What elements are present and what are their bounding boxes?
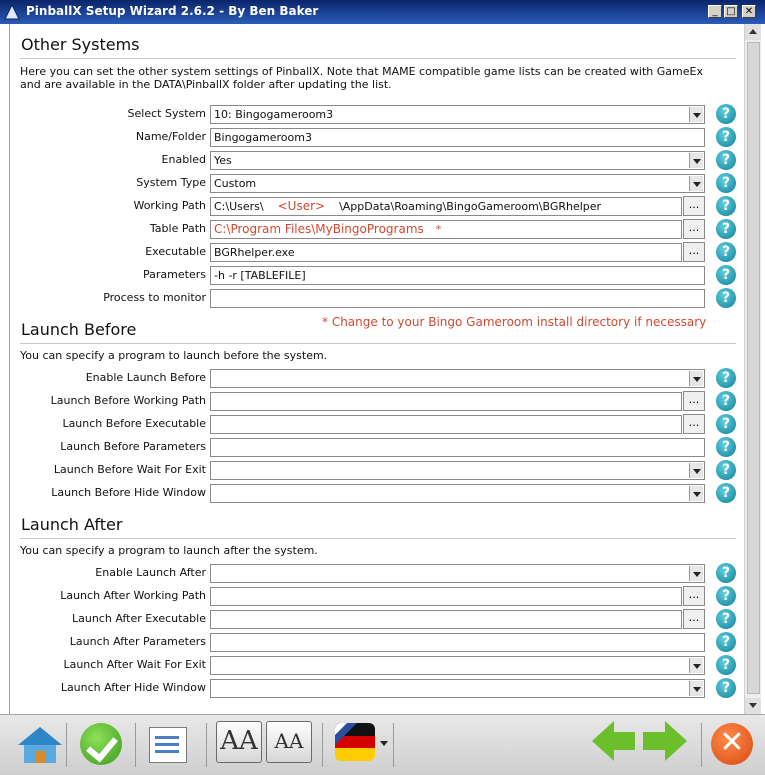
launch-after-hide-help-button[interactable]: ? — [716, 678, 736, 698]
chevron-down-icon[interactable] — [689, 566, 703, 581]
other-systems-description: Here you can set the other system settings of PinballX. Note that MAME compatible game lists can be created with GameEx and are available in the DATA\PinballX folder after updating the list. — [20, 65, 703, 91]
section-title-launch-after: Launch After — [21, 515, 123, 534]
chevron-down-icon[interactable] — [689, 107, 703, 122]
list-icon — [149, 727, 187, 763]
enable-launch-after-help-button[interactable]: ? — [716, 563, 736, 583]
select-system-value: 10: Bingogameroom3 — [214, 108, 334, 121]
working-path-input[interactable] — [210, 197, 682, 216]
name-folder-input[interactable]: Bingogameroom3 — [210, 128, 705, 147]
launch-before-description: You can specify a program to launch before the system. — [20, 349, 328, 362]
launch-before-working-path-label: Launch Before Working Path — [50, 394, 206, 407]
font-smaller-button[interactable] — [266, 721, 312, 763]
launch-after-executable-help-button[interactable]: ? — [716, 609, 736, 629]
font-larger-icon: AA — [220, 726, 258, 756]
launch-after-parameters-help-button[interactable]: ? — [716, 632, 736, 652]
forward-arrow-icon — [665, 721, 687, 761]
launch-after-executable-input[interactable] — [210, 610, 682, 629]
launch-after-working-path-browse-button[interactable]: ... — [683, 586, 705, 606]
executable-label: Executable — [145, 245, 206, 258]
minimize-button[interactable]: _ — [708, 5, 722, 18]
toolbar-separator — [701, 723, 702, 767]
section-divider — [20, 538, 736, 539]
section-divider — [20, 58, 736, 59]
toolbar-separator — [66, 723, 67, 767]
parameters-label: Parameters — [143, 268, 206, 281]
launch-before-working-path-browse-button[interactable]: ... — [683, 391, 705, 411]
enable-launch-before-label: Enable Launch Before — [85, 371, 206, 384]
working-path-label: Working Path — [133, 199, 206, 212]
table-path-value: C:\Program Files\MyBingoPrograms — [214, 222, 424, 236]
launch-after-wait-dropdown[interactable] — [210, 656, 705, 675]
save-button[interactable] — [78, 721, 126, 767]
toolbar-separator — [322, 723, 323, 767]
launch-after-hide-label: Launch After Hide Window — [60, 681, 206, 694]
process-to-monitor-help-button[interactable]: ? — [716, 288, 736, 308]
app-icon — [4, 4, 20, 20]
chevron-down-icon[interactable] — [689, 681, 703, 696]
working-path-browse-button[interactable]: ... — [683, 196, 705, 216]
enable-launch-after-label: Enable Launch After — [95, 566, 206, 579]
vertical-scrollbar[interactable] — [744, 24, 761, 714]
launch-after-working-path-label: Launch After Working Path — [60, 589, 206, 602]
launch-before-working-path-help-button[interactable]: ? — [716, 391, 736, 411]
launch-before-wait-help-button[interactable]: ? — [716, 460, 736, 480]
launch-before-executable-label: Launch Before Executable — [62, 417, 206, 430]
table-path-help-button[interactable]: ? — [716, 219, 736, 239]
language-flag-icon[interactable] — [335, 723, 375, 761]
enabled-label: Enabled — [161, 153, 206, 166]
launch-before-hide-dropdown[interactable] — [210, 484, 705, 503]
flag-graphic — [335, 723, 375, 761]
executable-input[interactable]: BGRhelper.exe — [210, 243, 682, 262]
launch-before-parameters-help-button[interactable]: ? — [716, 437, 736, 457]
enabled-dropdown[interactable] — [210, 151, 705, 170]
launch-after-hide-dropdown[interactable] — [210, 679, 705, 698]
back-arrow-icon — [592, 721, 614, 761]
launch-after-working-path-input[interactable] — [210, 587, 682, 606]
select-system-dropdown[interactable] — [210, 105, 705, 124]
launch-before-working-path-input[interactable] — [210, 392, 682, 411]
launch-after-parameters-label: Launch After Parameters — [69, 635, 206, 648]
working-path-user-placeholder: <User> — [277, 199, 326, 213]
font-larger-button[interactable] — [216, 721, 262, 763]
enable-launch-before-dropdown[interactable] — [210, 369, 705, 388]
install-directory-note: * Change to your Bingo Gameroom install directory if necessary — [322, 315, 707, 329]
window-title: PinballX Setup Wizard 2.6.2 - By Ben Baker — [26, 4, 319, 18]
launch-before-executable-input[interactable] — [210, 415, 682, 434]
working-path-suffix: \AppData\Roaming\BingoGameroom\BGRhelper — [339, 200, 602, 213]
process-to-monitor-label: Process to monitor — [103, 291, 206, 304]
table-path-input[interactable] — [210, 220, 682, 239]
section-divider — [20, 343, 736, 344]
bottom-toolbar — [0, 714, 765, 775]
enabled-help-button[interactable]: ? — [716, 150, 736, 170]
launch-after-wait-help-button[interactable]: ? — [716, 655, 736, 675]
table-path-browse-button[interactable]: ... — [683, 219, 705, 239]
launch-before-executable-browse-button[interactable]: ... — [683, 414, 705, 434]
system-type-label: System Type — [136, 176, 206, 189]
close-window-button[interactable]: ✕ — [742, 5, 756, 18]
working-path-help-button[interactable]: ? — [716, 196, 736, 216]
launch-after-executable-label: Launch After Executable — [71, 612, 206, 625]
parameters-help-button[interactable]: ? — [716, 265, 736, 285]
section-title-launch-before: Launch Before — [21, 320, 137, 339]
chevron-down-icon[interactable] — [689, 176, 703, 191]
section-title-other-systems: Other Systems — [21, 35, 140, 54]
enable-launch-before-help-button[interactable]: ? — [716, 368, 736, 388]
name-folder-help-button[interactable]: ? — [716, 127, 736, 147]
table-path-label: Table Path — [149, 222, 206, 235]
select-system-help-button[interactable]: ? — [716, 104, 736, 124]
select-system-label: Select System — [127, 107, 206, 120]
name-folder-label: Name/Folder — [135, 130, 206, 143]
maximize-button[interactable]: □ — [724, 5, 738, 18]
game-list-button[interactable] — [143, 721, 191, 767]
table-path-marker: * — [435, 223, 442, 236]
system-type-dropdown[interactable] — [210, 174, 705, 193]
launch-before-parameters-input[interactable] — [210, 438, 705, 457]
launch-after-wait-label: Launch After Wait For Exit — [63, 658, 206, 671]
chevron-down-icon[interactable] — [689, 486, 703, 501]
scroll-down-arrow-icon[interactable] — [745, 698, 761, 714]
executable-help-button[interactable]: ? — [716, 242, 736, 262]
launch-before-wait-label: Launch Before Wait For Exit — [53, 463, 206, 476]
executable-browse-button[interactable]: ... — [683, 242, 705, 262]
exit-icon: ✕ — [719, 725, 745, 760]
enabled-value: Yes — [214, 154, 232, 167]
launch-before-wait-dropdown[interactable] — [210, 461, 705, 480]
check-icon — [80, 723, 122, 765]
home-button[interactable] — [8, 721, 56, 767]
process-to-monitor-input[interactable] — [210, 289, 705, 308]
chevron-down-icon[interactable] — [380, 741, 388, 747]
enable-launch-after-dropdown[interactable] — [210, 564, 705, 583]
font-smaller-icon: AA — [274, 729, 304, 753]
toolbar-separator — [393, 723, 394, 767]
chevron-down-icon[interactable] — [689, 463, 703, 478]
launch-after-executable-browse-button[interactable]: ... — [683, 609, 705, 629]
launch-before-hide-label: Launch Before Hide Window — [51, 486, 206, 499]
exit-button[interactable] — [711, 723, 753, 765]
launch-after-parameters-input[interactable] — [210, 633, 705, 652]
wizard-content — [9, 24, 745, 714]
launch-before-executable-help-button[interactable]: ? — [716, 414, 736, 434]
title-bar — [0, 0, 765, 24]
working-path-prefix: C:\Users\ — [214, 200, 264, 213]
chevron-down-icon[interactable] — [689, 658, 703, 673]
launch-after-working-path-help-button[interactable]: ? — [716, 586, 736, 606]
parameters-input[interactable]: -h -r [TABLEFILE] — [210, 266, 705, 285]
toolbar-separator — [206, 723, 207, 767]
chevron-down-icon[interactable] — [689, 153, 703, 168]
launch-before-hide-help-button[interactable]: ? — [716, 483, 736, 503]
toolbar-separator — [135, 723, 136, 767]
launch-before-parameters-label: Launch Before Parameters — [60, 440, 206, 453]
system-type-help-button[interactable]: ? — [716, 173, 736, 193]
chevron-down-icon[interactable] — [689, 371, 703, 386]
scrollbar-thumb[interactable] — [747, 42, 760, 694]
scroll-up-arrow-icon[interactable] — [745, 24, 761, 40]
system-type-value: Custom — [214, 177, 257, 190]
launch-after-description: You can specify a program to launch after the system. — [20, 544, 318, 557]
